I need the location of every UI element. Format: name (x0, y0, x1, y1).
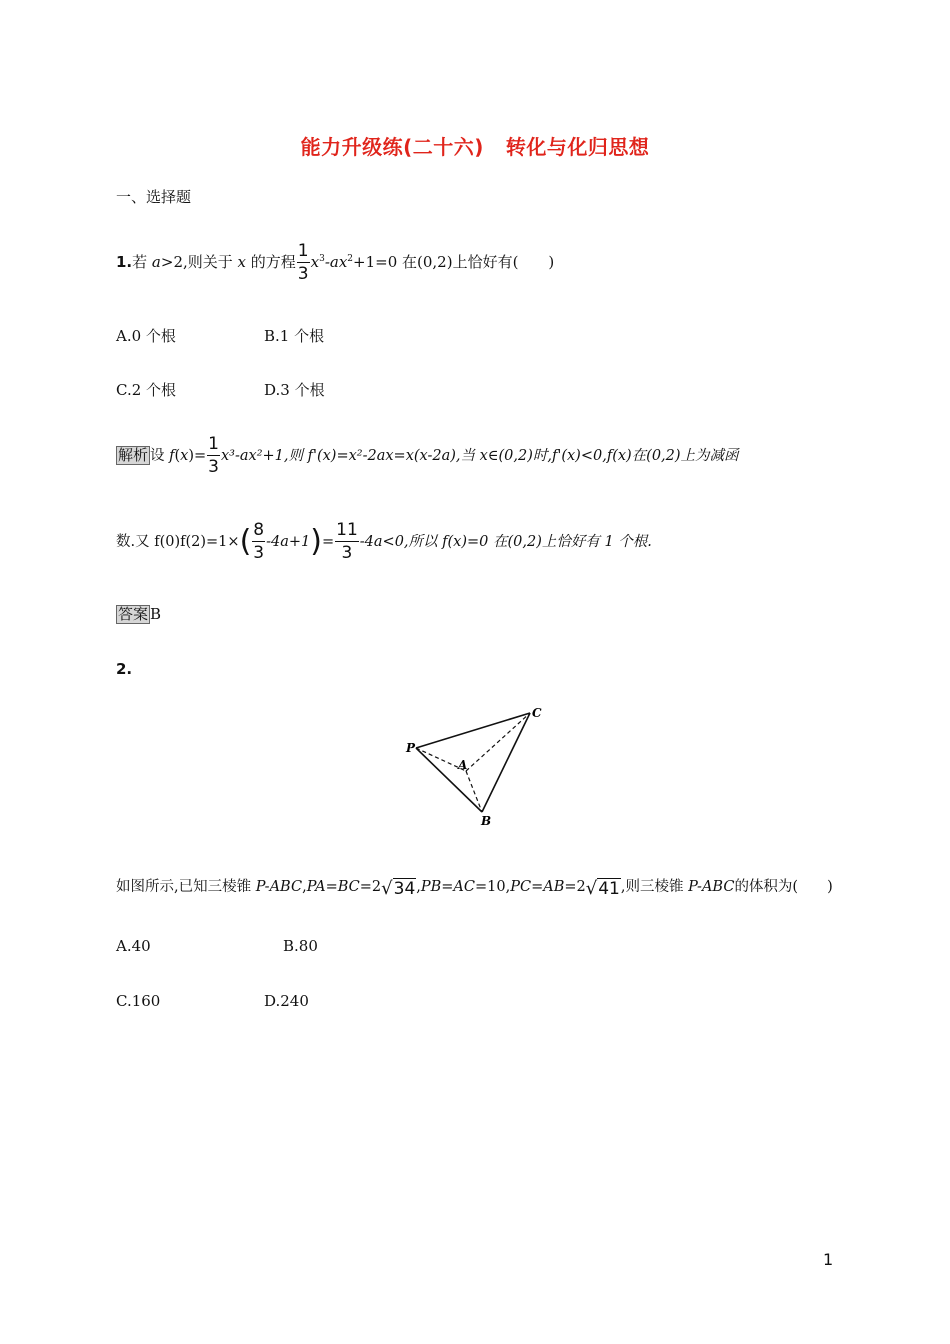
q2-pc-ab: PC=AB= (510, 879, 577, 895)
analysis-l2-c: = (321, 534, 335, 550)
q2-text-e: 的体积为( ) (734, 879, 833, 895)
q1-answer: B (150, 605, 162, 623)
edge-ab (466, 771, 482, 812)
q1-expr-x2: x (338, 253, 348, 271)
q2-pa-bc: PA=BC= (306, 879, 372, 895)
vertex-label-a: A (458, 758, 468, 772)
question-2-number: 2. (116, 660, 133, 678)
title-part2: 转化与化归思想 (505, 135, 650, 159)
q1-text-end: +1=0 在(0,2)上恰好有( ) (353, 253, 555, 271)
analysis-frac-den: 3 (208, 457, 219, 477)
vertex-label-b: B (481, 814, 492, 828)
sqrt-41 (586, 880, 621, 898)
q1-option-c: C.2 个根 (116, 381, 177, 399)
analysis-l2-b: -4a+1 (266, 534, 311, 550)
q1-exp3: 3 (319, 254, 325, 264)
q1-text-c: 的方程 (246, 253, 296, 271)
q1-expr-mid: -a (324, 253, 339, 271)
analysis-l2-frac-num: 8 (253, 520, 265, 540)
analysis-l2-a: 数.又 f(0)f(2)=1× (116, 534, 240, 550)
page-number: 1 (823, 1250, 834, 1269)
analysis-tag: 解析 (118, 446, 149, 464)
q1-frac-den: 3 (297, 264, 309, 284)
q1-option-a: A.0 个根 (116, 327, 176, 345)
page-title (0, 131, 950, 160)
q1-option-b: B.1 个根 (264, 327, 325, 345)
q1-fraction (297, 243, 310, 283)
q2-rad2: 41 (598, 879, 620, 899)
q2-option-d: D.240 (264, 992, 309, 1010)
section-heading: 一、选择题 (116, 188, 192, 206)
tetrahedron-figure (400, 700, 550, 830)
q1-frac-num: 1 (297, 241, 309, 261)
radical-icon: √ (585, 878, 598, 899)
q2-pb-ac: PB=AC= (420, 879, 488, 895)
q1-analysis-line2 (116, 522, 652, 562)
q1-var-a: a (151, 253, 161, 271)
question-1-stem (116, 243, 554, 283)
q1-answer-line (116, 605, 161, 624)
answer-tag: 答案 (118, 605, 149, 623)
radical-icon: √ (381, 878, 393, 899)
q2-option-c: C.160 (116, 992, 161, 1010)
q1-text-b: >2,则关于 (160, 253, 238, 271)
left-paren-icon: ( (239, 524, 252, 559)
q2-text-d: ,则三棱锥 (620, 879, 689, 895)
vertex-label-p: P (406, 741, 416, 755)
q2-ten: 10, (487, 879, 511, 895)
q2-rad1: 34 (393, 879, 416, 899)
vertex-label-c: C (532, 706, 542, 720)
analysis-l2-frac2-den: 3 (341, 543, 353, 563)
analysis-l1-f: f (169, 448, 175, 464)
edge-ac (466, 713, 530, 771)
analysis-l2-fraction (252, 522, 265, 562)
edge-bc (482, 713, 530, 812)
right-paren-icon: ) (310, 524, 322, 559)
q1-option-d: D.3 个根 (264, 381, 325, 399)
sqrt-34 (381, 880, 416, 898)
question-2-stem (116, 880, 833, 898)
analysis-l1-a: 设 (150, 448, 170, 464)
q1-text-a: 若 (132, 253, 152, 271)
analysis-l1-c: )= (188, 448, 207, 464)
q2-name2: P-ABC (688, 879, 735, 895)
q1-expr-x: x (310, 253, 320, 271)
analysis-l1-rest: x³-ax²+1,则 f'(x)=x²-2ax=x(x-2a),当 x∈(0,2)时,f'(x)<0,f(x)在(0,2)上为减函 (221, 448, 739, 464)
q2-text-b: , (302, 879, 307, 895)
analysis-l2-frac-den: 3 (253, 543, 265, 563)
question-1-number: 1. (116, 253, 133, 271)
q2-text-c: , (416, 879, 421, 895)
q2-coef2: 2 (576, 879, 586, 895)
edge-pc (416, 713, 530, 748)
q1-exp2: 2 (347, 254, 354, 264)
q2-option-a: A.40 (116, 937, 151, 955)
q2-coef1: 2 (371, 879, 382, 895)
q2-name1: P-ABC (255, 879, 303, 895)
analysis-l2-frac2-num: 11 (336, 520, 358, 540)
analysis-l1-b: ( (174, 448, 181, 464)
analysis-l2-fraction2 (335, 522, 359, 562)
title-part1: 能力升级练(二十六) (300, 135, 484, 159)
q1-analysis-line1 (116, 436, 739, 476)
q2-option-b: B.80 (283, 937, 318, 955)
analysis-fraction (207, 436, 220, 476)
analysis-l1-x: x (180, 448, 189, 464)
analysis-frac-num: 1 (208, 434, 219, 454)
edge-pb (416, 748, 482, 812)
q1-var-x: x (237, 253, 246, 271)
q2-text-a: 如图所示,已知三棱锥 (116, 879, 256, 895)
analysis-l2-d: -4a<0,所以 f(x)=0 在(0,2)上恰好有 1 个根. (359, 534, 652, 550)
